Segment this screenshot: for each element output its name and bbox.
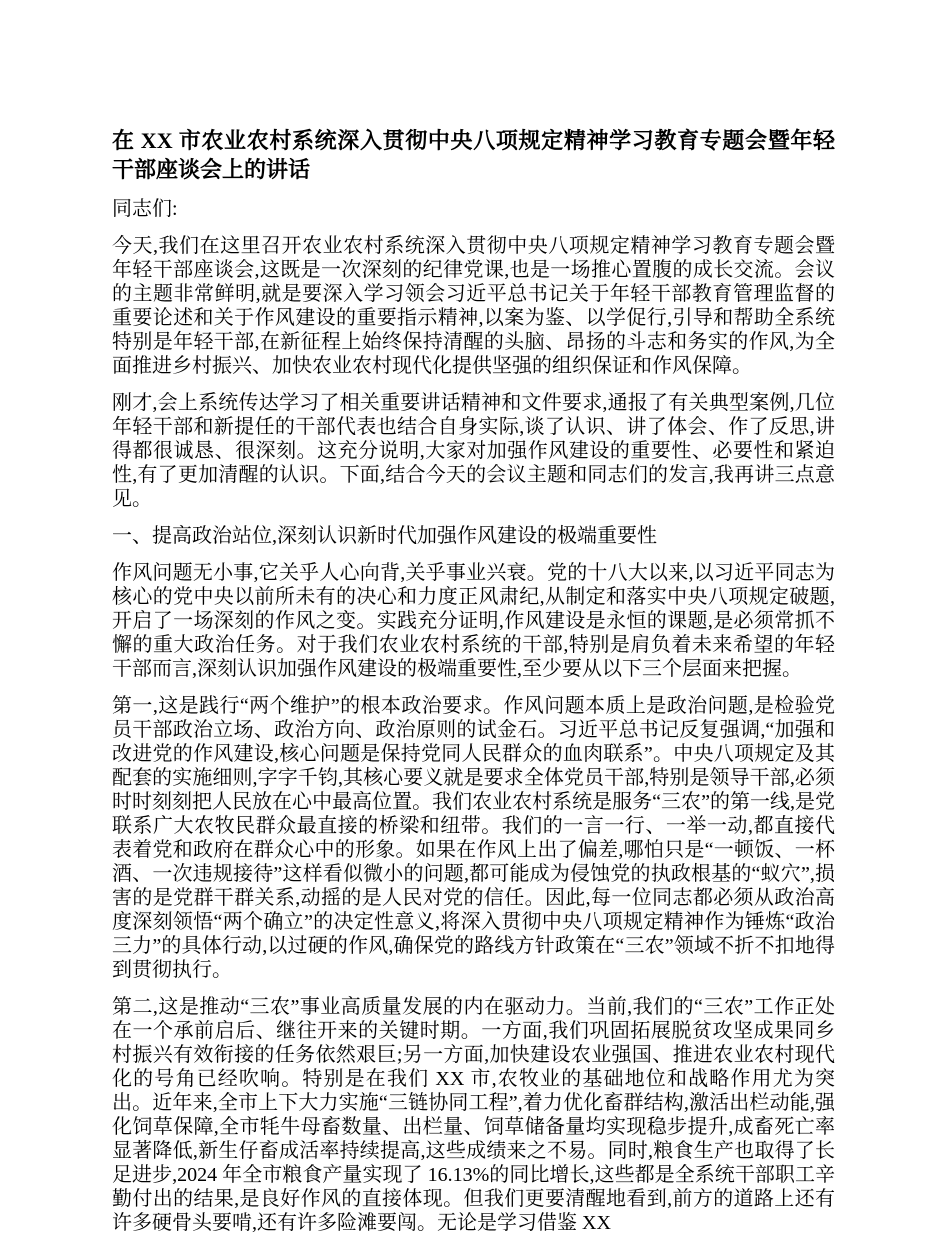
paragraph-meeting-recap: 刚才,会上系统传达学习了相关重要讲话精神和文件要求,通报了有关典型案例,几位年轻干部和新提任的干部代表也结合自身实际,谈了认识、讲了体会、作了反思,讲得都很诚恳、很深刻。这充分说明,大家对加强作风建设的重要性、必要性和紧迫性,有了更加清醒的认识。下面,结合今天的会议主题和同志们的发言,我再讲三点意见。 <box>112 392 835 510</box>
salutation: 同志们: <box>112 198 178 220</box>
document-title: 在 XX 市农业农村系统深入贯彻中央八项规定精神学习教育专题会暨年轻干部座谈会上的讲话 <box>112 128 835 182</box>
paragraph-point-one: 第一,这是践行“两个维护”的根本政治要求。作风问题本质上是政治问题,是检验党员干部政治立场、政治方向、政治原则的试金石。习近平总书记反复强调,“加强和改进党的作风建设,核心问题是保持党同人民群众的血肉联系”。中央八项规定及其配套的实施细则,字字千钧,其核心要义就是要求全体党员干部,特别是领导干部,必须时时刻刻把人民放在心中最高位置。我们农业农村系统是服务“三农”的第一线,是党联系广大农牧民群众最直接的桥梁和纽带。我们的一言一行、一举一动,都直接代表着党和政府在群众心中的形象。如果在作风上出了偏差,哪怕只是“一顿饭、一杯酒、一次违规接待”这样看似微小的问题,都可能成为侵蚀党的执政根基的“蚁穴”,损害的是党群干群关系,动摇的是人民对党的信任。因此,每一位同志都必须从政治高度深刻领悟“两个确立”的决定性意义,将深入贯彻中央八项规定精神作为锤炼“政治三力”的具体行动,以过硬的作风,确保党的路线方针政策在“三农”领域不折不扣地得到贯彻执行。 <box>112 695 835 981</box>
paragraph-section1-intro: 作风问题无小事,它关乎人心向背,关乎事业兴衰。党的十八大以来,以习近平同志为核心的党中央以前所未有的决心和力度正风肃纪,从制定和落实中央八项规定破题,开启了一场深刻的作风之变。实践充分证明,作风建设是永恒的课题,是必须常抓不懈的重大政治任务。对于我们农业农村系统的干部,特别是肩负着未来希望的年轻干部而言,深刻认识加强作风建设的极端重要性,至少要从以下三个层面来把握。 <box>112 562 835 680</box>
paragraph-point-two-truncated: 第二,这是推动“三农”事业高质量发展的内在驱动力。当前,我们的“三农”工作正处在一个承前启后、继往开来的关键时期。一方面,我们巩固拓展脱贫攻坚成果同乡村振兴有效衔接的任务依然艰巨;另一方面,加快建设农业强国、推进农业农村现代化的号角已经吹响。特别是在我们 XX 市,农牧业的基础地位和战略作用尤为突出。近年来,全市上下大力实施“三链协同工程”,着力优化畜群结构,激活出栏动能,强化饲草保障,全市牦牛母畜数量、出栏量、饲草储备量均实现稳步提升,成畜死亡率显著降低,新生仔畜成活率持续提高,这些成绩来之不易。同时,粮食生产也取得了长足进步,2024 年全市粮食产量实现了 16.13%的同比增长,这些都是全系统干部职工辛勤付出的结果,是良好作风的直接体现。但我们更要清醒地看到,前方的道路上还有许多硬骨头要啃,还有许多险滩要闯。无论是学习借鉴 XX <box>112 996 835 1234</box>
paragraph-opening: 今天,我们在这里召开农业农村系统深入贯彻中央八项规定精神学习教育专题会暨年轻干部座谈会,这既是一次深刻的纪律党课,也是一场推心置腹的成长交流。会议的主题非常鲜明,就是要深入学习领会习近平总书记关于年轻干部教育管理监督的重要论述和关于作风建设的重要指示精神,以案为鉴、以学促行,引导和帮助全系统特别是年轻干部,在新征程上始终保持清醒的头脑、昂扬的斗志和务实的作风,为全面推进乡村振兴、加快农业农村现代化提供坚强的组织保证和作风保障。 <box>112 235 835 377</box>
section-1-heading: 一、提高政治站位,深刻认识新时代加强作风建设的极端重要性 <box>112 525 657 547</box>
